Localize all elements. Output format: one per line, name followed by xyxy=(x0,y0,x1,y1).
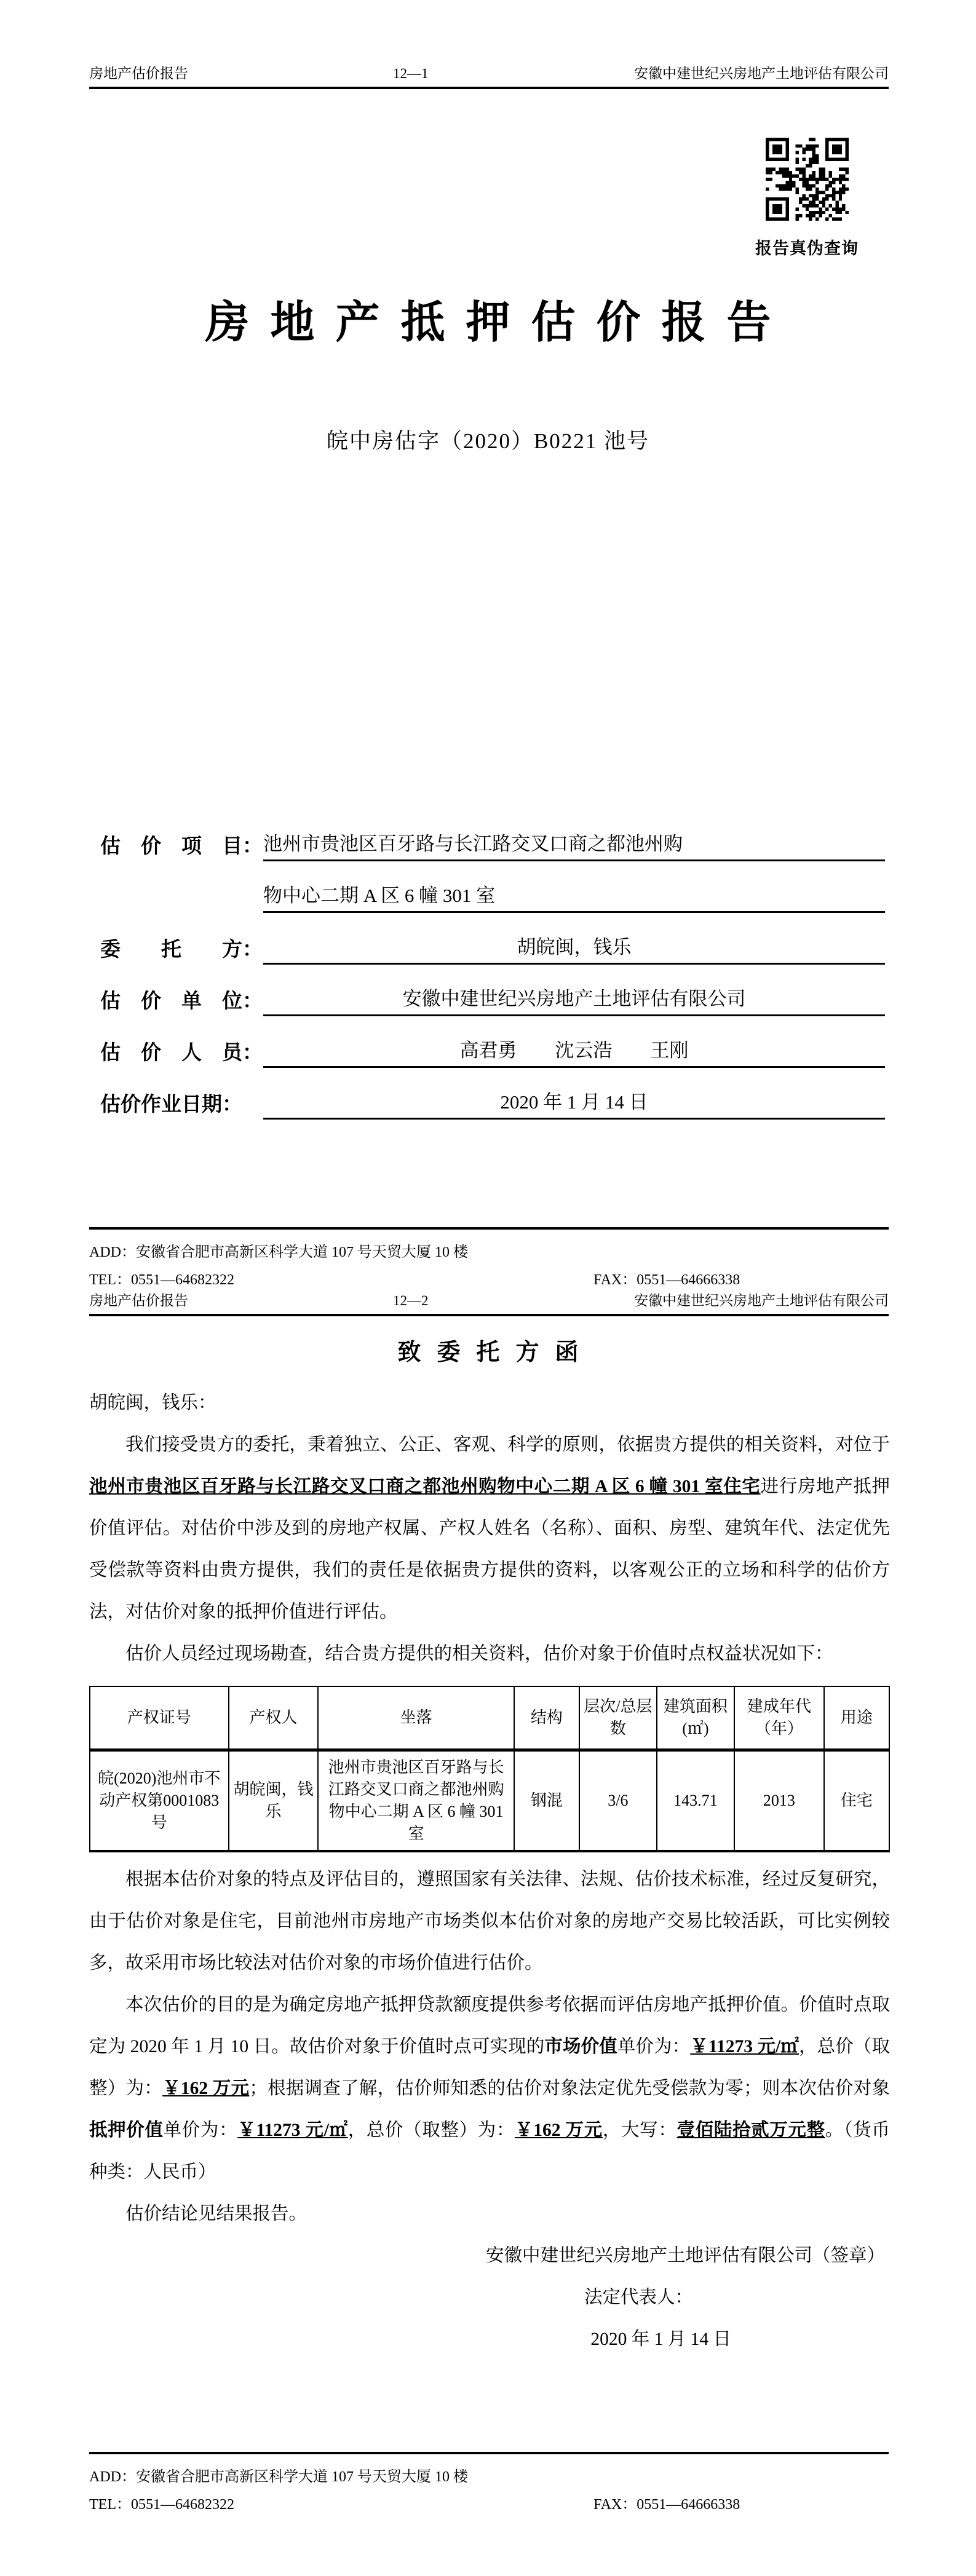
text-segment: 本次估价的目的是为确定房地产抵押贷款额度提供参考依据而评估房地产抵押价值。价值时点取定为 2020 年 1 月 10 日。故估价对象于价值时点可实现的 xyxy=(89,1995,890,2056)
page-footer xyxy=(89,1227,889,1289)
col-header-location: 坐落 xyxy=(318,1686,514,1750)
cell-structure: 钢混 xyxy=(514,1750,579,1852)
letter-page xyxy=(0,1285,976,2576)
footer-fax: FAX：0551—64666338 xyxy=(593,2497,740,2513)
signature-date: 2020 年 1 月 14 日 xyxy=(590,2329,731,2349)
appraisers-value: 高君勇 沈云浩 王刚 xyxy=(263,1035,885,1068)
paragraph-method: 根据本估价对象的特点及评估目的，遵照国家有关法律、法规、估价技术标准，经过反复研究，由于估价对象是住宅，目前池州市房地产市场类似本估价对象的房地产交易比较活跃，可比实例较多，故采用市场比较法对估价对象的市场价值进行估价。 xyxy=(89,1870,890,1973)
cell-location: 池州市贵池区百牙路与长江路交叉口商之都池州购物中心二期 A 区 6 幢 301 室 xyxy=(318,1750,514,1852)
page-header xyxy=(89,65,889,89)
text-segment: 抵押价值 xyxy=(89,2120,164,2140)
form-row-agency xyxy=(100,965,885,1016)
header-company-name: 安徽中建世纪兴房地产土地评估有限公司 xyxy=(634,1293,889,1308)
text-segment: 单价为： xyxy=(617,2037,691,2056)
signature-legal-rep: 法定代表人： xyxy=(584,2288,693,2307)
signature-company: 安徽中建世纪兴房地产土地评估有限公司（签章） xyxy=(485,2246,885,2266)
qr-verification-block xyxy=(752,138,862,259)
col-header-use: 用途 xyxy=(824,1686,889,1750)
paragraph-engagement xyxy=(89,1424,890,1633)
cell-year: 2013 xyxy=(734,1750,824,1852)
qr-code xyxy=(766,138,849,221)
footer-address: ADD：安徽省合肥市高新区科学大道 107 号天贸大厦 10 楼 xyxy=(89,1244,468,1260)
client-value: 胡皖闽，钱乐 xyxy=(263,931,885,965)
text-segment: 市场价值 xyxy=(544,2037,617,2056)
appraisers-label: 估 价 人 员： xyxy=(100,1042,263,1064)
salutation: 胡皖闽，钱乐： xyxy=(89,1393,216,1413)
form-row-project xyxy=(100,810,885,861)
cell-owner: 胡皖闽，钱乐 xyxy=(229,1750,319,1852)
text-segment: ￥162 万元 xyxy=(162,2079,250,2098)
report-number: 皖中房估字（2020）B0221 池号 xyxy=(326,429,650,453)
project-label: 估 价 项 目： xyxy=(100,836,263,858)
project-value-line2: 物中心二期 A 区 6 幢 301 室 xyxy=(263,880,885,913)
paragraph-inspection: 估价人员经过现场勘查，结合贵方提供的相关资料，估价对象于价值时点权益状况如下： xyxy=(125,1644,833,1664)
footer-tel: TEL：0551—64682322 xyxy=(89,2497,234,2513)
text-segment: ，总价（取整）为： xyxy=(89,2037,890,2098)
paragraph-valuation xyxy=(89,1984,890,2193)
text-segment: ￥162 万元 xyxy=(515,2120,603,2140)
cell-area: 143.71 xyxy=(657,1750,734,1852)
form-row-appraisers xyxy=(100,1016,885,1068)
col-header-floor: 层次/总层数 xyxy=(579,1686,657,1750)
header-company-name: 安徽中建世纪兴房地产土地评估有限公司 xyxy=(634,66,889,81)
text-segment: ，大写： xyxy=(602,2120,677,2140)
client-label: 委 托 方： xyxy=(100,939,263,961)
letter-body xyxy=(89,1382,890,2360)
cell-cert-no: 皖(2020)池州市不动产权第0001083 号 xyxy=(90,1750,229,1852)
page-header xyxy=(89,1292,889,1316)
report-title: 房地产抵押估价报告 xyxy=(205,298,792,347)
paragraph-conclusion: 估价结论见结果报告。 xyxy=(125,2204,307,2224)
header-page-number: 12—2 xyxy=(393,1293,429,1308)
text-segment: 。（货币种类：人民币） xyxy=(89,2120,890,2182)
text-segment: ；根据调查了解，估价师知悉的估价对象法定优先受偿款为零；则本次估价对象 xyxy=(249,2079,890,2098)
text-segment: ，总价（取整）为： xyxy=(347,2120,515,2140)
form-row-project-cont xyxy=(100,861,885,913)
cell-floor: 3/6 xyxy=(579,1750,657,1852)
header-page-number: 12—1 xyxy=(393,66,429,81)
date-value: 2020 年 1 月 14 日 xyxy=(263,1086,885,1120)
table-row xyxy=(90,1750,889,1852)
agency-value: 安徽中建世纪兴房地产土地评估有限公司 xyxy=(263,983,885,1016)
form-row-client xyxy=(100,913,885,965)
col-header-year: 建成年代（年） xyxy=(734,1686,824,1750)
form-row-date xyxy=(100,1068,885,1120)
agency-label: 估 价 单 位： xyxy=(100,990,263,1013)
header-doc-type: 房地产估价报告 xyxy=(89,66,188,81)
footer-fax: FAX：0551—64666338 xyxy=(593,1272,740,1288)
col-header-owner: 产权人 xyxy=(229,1686,319,1750)
property-table xyxy=(89,1686,890,1852)
qr-caption: 报告真伪查询 xyxy=(755,239,859,258)
text-segment: 我们接受贵方的委托，秉着独立、公正、客观、科学的原则，依据贵方提供的相关资料，对位于 xyxy=(125,1435,890,1455)
text-segment: 壹佰陆拾贰万元整 xyxy=(676,2120,825,2140)
col-header-area: 建筑面积(㎡) xyxy=(657,1686,734,1750)
date-label: 估价作业日期： xyxy=(100,1094,242,1116)
text-segment: 单价为： xyxy=(163,2120,238,2140)
header-doc-type: 房地产估价报告 xyxy=(89,1293,188,1308)
cover-form xyxy=(100,810,885,1120)
table-header-row xyxy=(90,1686,889,1750)
footer-tel: TEL：0551—64682322 xyxy=(89,1272,234,1288)
project-value-line1: 池州市贵池区百牙路与长江路交叉口商之都池州购 xyxy=(263,828,885,861)
page-footer xyxy=(89,2452,889,2513)
col-header-structure: 结构 xyxy=(514,1686,579,1750)
cell-use: 住宅 xyxy=(824,1750,889,1852)
text-segment: 进行房地产抵押价值评估。对估价中涉及到的房地产权属、产权人姓名（名称）、面积、房型、建筑年代、法定优先受偿款等资料由贵方提供，我们的责任是依据贵方提供的资料，以客观公正的立场和科学的估价方法，对估价对象的抵押价值进行评估。 xyxy=(89,1477,890,1622)
text-segment: ￥11273 元/㎡ xyxy=(690,2037,799,2056)
col-header-cert-no: 产权证号 xyxy=(90,1686,229,1750)
letter-title: 致委托方函 xyxy=(397,1340,595,1365)
text-segment: ￥11273 元/㎡ xyxy=(237,2120,348,2140)
footer-address: ADD：安徽省合肥市高新区科学大道 107 号天贸大厦 10 楼 xyxy=(89,2469,468,2485)
text-segment: 池州市贵池区百牙路与长江路交叉口商之都池州购物中心二期 A 区 6 幢 301 室住宅 xyxy=(89,1477,761,1496)
